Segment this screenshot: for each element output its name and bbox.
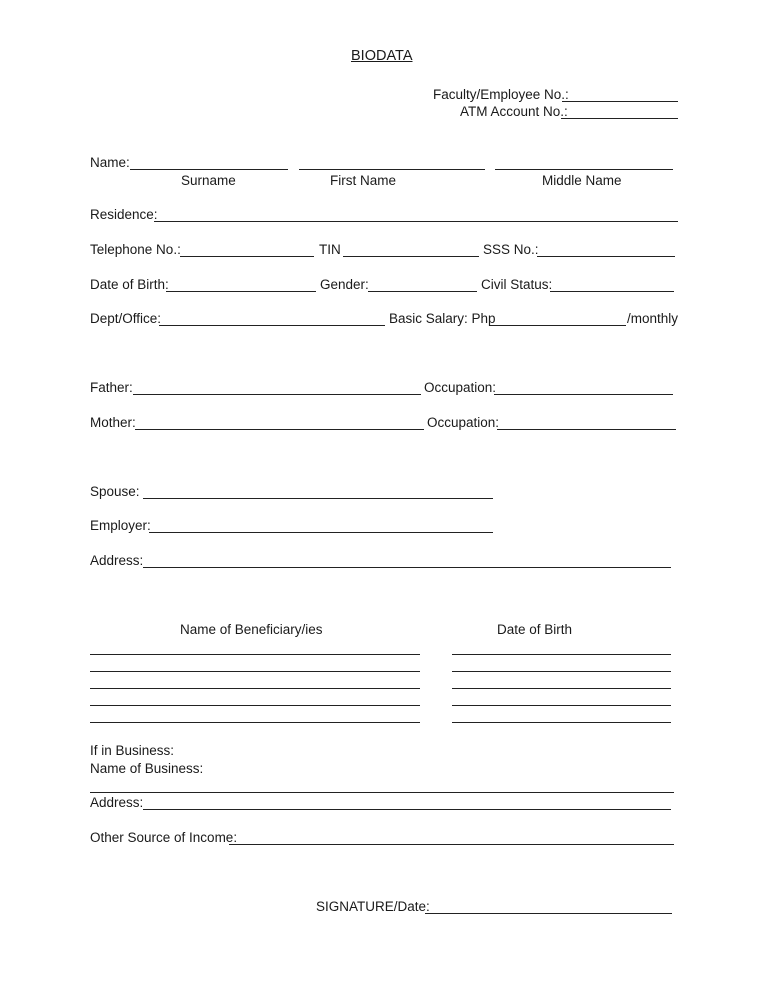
spouse-label: Spouse: xyxy=(90,484,140,499)
salary-suffix: /monthly xyxy=(627,311,679,326)
father-field[interactable] xyxy=(133,394,421,395)
salary-field[interactable] xyxy=(490,325,626,326)
if-in-business-label: If in Business: xyxy=(90,743,175,758)
gender-label: Gender: xyxy=(320,277,369,292)
employer-label: Employer: xyxy=(90,518,151,533)
other-income-field[interactable] xyxy=(229,844,674,845)
civil-status-field[interactable] xyxy=(550,291,674,292)
surname-caption: Surname xyxy=(181,173,236,188)
beneficiary-dob-field-1[interactable] xyxy=(452,654,671,655)
mother-occupation-field[interactable] xyxy=(497,429,676,430)
mother-label: Mother: xyxy=(90,415,136,430)
business-name-label: Name of Business: xyxy=(90,761,204,776)
beneficiary-dob-field-4[interactable] xyxy=(452,705,671,706)
first-name-caption: First Name xyxy=(330,173,397,188)
surname-field[interactable] xyxy=(130,169,288,170)
telephone-field[interactable] xyxy=(180,256,314,257)
mother-field[interactable] xyxy=(135,429,424,430)
beneficiary-dob-field-2[interactable] xyxy=(452,671,671,672)
father-occupation-field[interactable] xyxy=(494,394,673,395)
father-occupation-label: Occupation: xyxy=(424,380,497,395)
middle-name-field[interactable] xyxy=(495,169,673,170)
employer-field[interactable] xyxy=(149,532,493,533)
beneficiary-name-field-4[interactable] xyxy=(90,705,420,706)
telephone-label: Telephone No.: xyxy=(90,242,181,257)
address-label: Address: xyxy=(90,553,144,568)
beneficiary-name-header: Name of Beneficiary/ies xyxy=(180,622,323,637)
dept-field[interactable] xyxy=(159,325,385,326)
atm-field[interactable] xyxy=(561,118,678,119)
dob-field[interactable] xyxy=(166,291,316,292)
other-income-label: Other Source of Income: xyxy=(90,830,238,845)
beneficiary-dob-header: Date of Birth xyxy=(497,622,573,637)
spouse-field[interactable] xyxy=(143,498,493,499)
beneficiary-name-field-3[interactable] xyxy=(90,688,420,689)
gender-field[interactable] xyxy=(368,291,477,292)
business-address-label: Address: xyxy=(90,795,144,810)
tin-label: TIN xyxy=(319,242,341,257)
middle-name-caption: Middle Name xyxy=(542,173,622,188)
beneficiary-dob-field-5[interactable] xyxy=(452,722,671,723)
beneficiary-name-field-5[interactable] xyxy=(90,722,420,723)
first-name-field[interactable] xyxy=(299,169,485,170)
signature-field[interactable] xyxy=(425,913,672,914)
father-label: Father: xyxy=(90,380,133,395)
residence-field[interactable] xyxy=(154,221,678,222)
mother-occupation-label: Occupation: xyxy=(427,415,500,430)
business-address-field[interactable] xyxy=(143,809,671,810)
name-label: Name: xyxy=(90,155,130,170)
dob-label: Date of Birth: xyxy=(90,277,169,292)
faculty-no-label: Faculty/Employee No.: xyxy=(433,87,569,102)
tin-field[interactable] xyxy=(343,256,479,257)
residence-label: Residence: xyxy=(90,207,158,222)
atm-label: ATM Account No.: xyxy=(460,104,568,119)
sss-label: SSS No.: xyxy=(483,242,539,257)
beneficiary-name-field-2[interactable] xyxy=(90,671,420,672)
civil-status-label: Civil Status: xyxy=(481,277,553,292)
salary-label: Basic Salary: Php xyxy=(389,311,496,326)
signature-label: SIGNATURE/Date: xyxy=(316,899,430,914)
address-field[interactable] xyxy=(143,567,671,568)
beneficiary-dob-field-3[interactable] xyxy=(452,688,671,689)
dept-label: Dept/Office: xyxy=(90,311,162,326)
business-name-field[interactable] xyxy=(90,792,674,793)
beneficiary-name-field-1[interactable] xyxy=(90,654,420,655)
faculty-no-field[interactable] xyxy=(562,101,678,102)
page-title: BIODATA xyxy=(351,48,413,64)
sss-field[interactable] xyxy=(537,256,675,257)
